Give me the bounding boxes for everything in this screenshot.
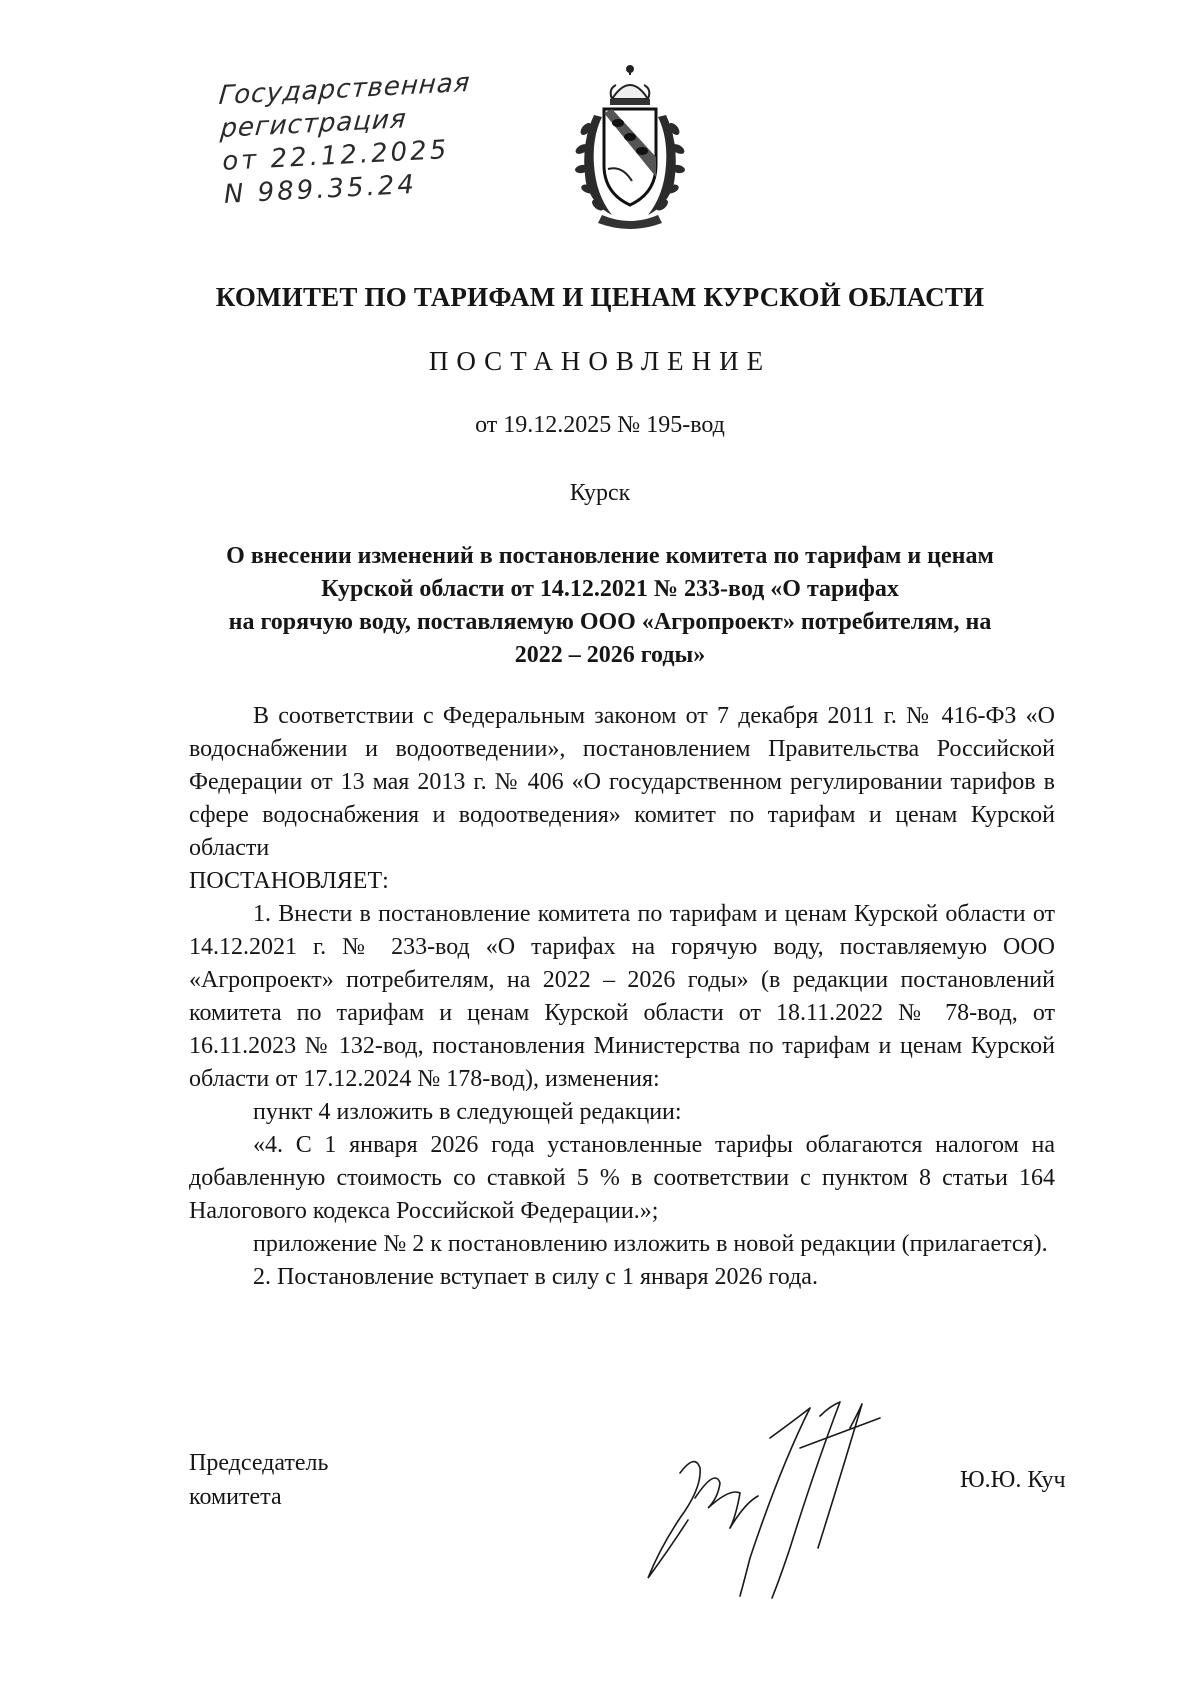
registration-note-date: от 22.12.2025 (221, 135, 450, 177)
document-date-number: от 19.12.2025 № 195-вод (475, 412, 725, 438)
document-subject-line: на горячую воду, поставляемую ООО «Агропроект» потребителям, на (228, 609, 992, 635)
item-1-subparagraph: приложение № 2 к постановлению изложить в новой редакции (прилагается). (253, 1231, 1048, 1257)
document-subject (170, 540, 1050, 672)
registration-note-line: регистрация (219, 104, 408, 145)
document-subject-line: Курской области от 14.12.2021 № 233-вод «О тарифах (321, 576, 899, 602)
signatory-title-line: комитета (189, 1484, 282, 1510)
item-2-paragraph: 2. Постановление вступает в силу с 1 января 2026 года. (253, 1264, 818, 1290)
registration-handwritten-note (217, 67, 472, 212)
document-type-title: ПОСТАНОВЛЕНИЕ (428, 346, 772, 376)
item-1-subparagraph: пункт 4 изложить в следующей редакции: (253, 1099, 682, 1125)
kursk-coat-of-arms-icon (572, 65, 688, 231)
document-subject-line: О внесении изменений в постановление комитета по тарифам и ценам (226, 543, 994, 569)
preamble-paragraph: В соответствии с Федеральным законом от 7 декабря 2011 г. № 416-ФЗ «О водоснабжении и водоотведении», постановлением Правительства Российской Федерации от 13 мая 2013 г. № 406 «О государственном регулировании тарифов в сфере водоснабжения и водоотведения» комитет по тарифам и ценам Курской области (189, 703, 1055, 861)
signatory-name: Ю.Ю. Куч (960, 1467, 1066, 1493)
registration-note-number: N 989.35.24 (223, 169, 418, 210)
item-1-paragraph: 1. Внести в постановление комитета по тарифам и ценам Курской области от 14.12.2021 г. № 233-вод «О тарифах на горячую воду, поставляемую ООО «Агропроект» потребителям, на 2022 – 2026 годы» (в редакции постановлений комитета по тарифам и ценам Курской области от 18.11.2022 № 78-вод, от 16.11.2023 № 132-вод, постановления Министерства по тарифам и ценам Курской области от 17.12.2024 № 178-вод), изменения: (189, 901, 1055, 1092)
resolves-heading: ПОСТАНОВЛЯЕТ: (189, 868, 389, 894)
handwritten-signature-icon (640, 1398, 940, 1603)
document-city: Курск (569, 480, 631, 506)
organization-title: КОМИТЕТ ПО ТАРИФАМ И ЦЕНАМ КУРСКОЙ ОБЛАСТИ (215, 282, 985, 312)
document-subject-line: 2022 – 2026 годы» (514, 642, 706, 668)
document-body (189, 700, 1055, 1294)
signatory-title (189, 1446, 328, 1514)
signatory-title-line: Председатель (189, 1450, 329, 1476)
registration-note-line: Государственная (217, 67, 472, 112)
item-1-quoted-paragraph: «4. С 1 января 2026 года установленные тарифы облагаются налогом на добавленную стоимость со ставкой 5 % в соответствии с пунктом 8 статьи 164 Налогового кодекса Российской Федерации.»; (189, 1132, 1055, 1224)
